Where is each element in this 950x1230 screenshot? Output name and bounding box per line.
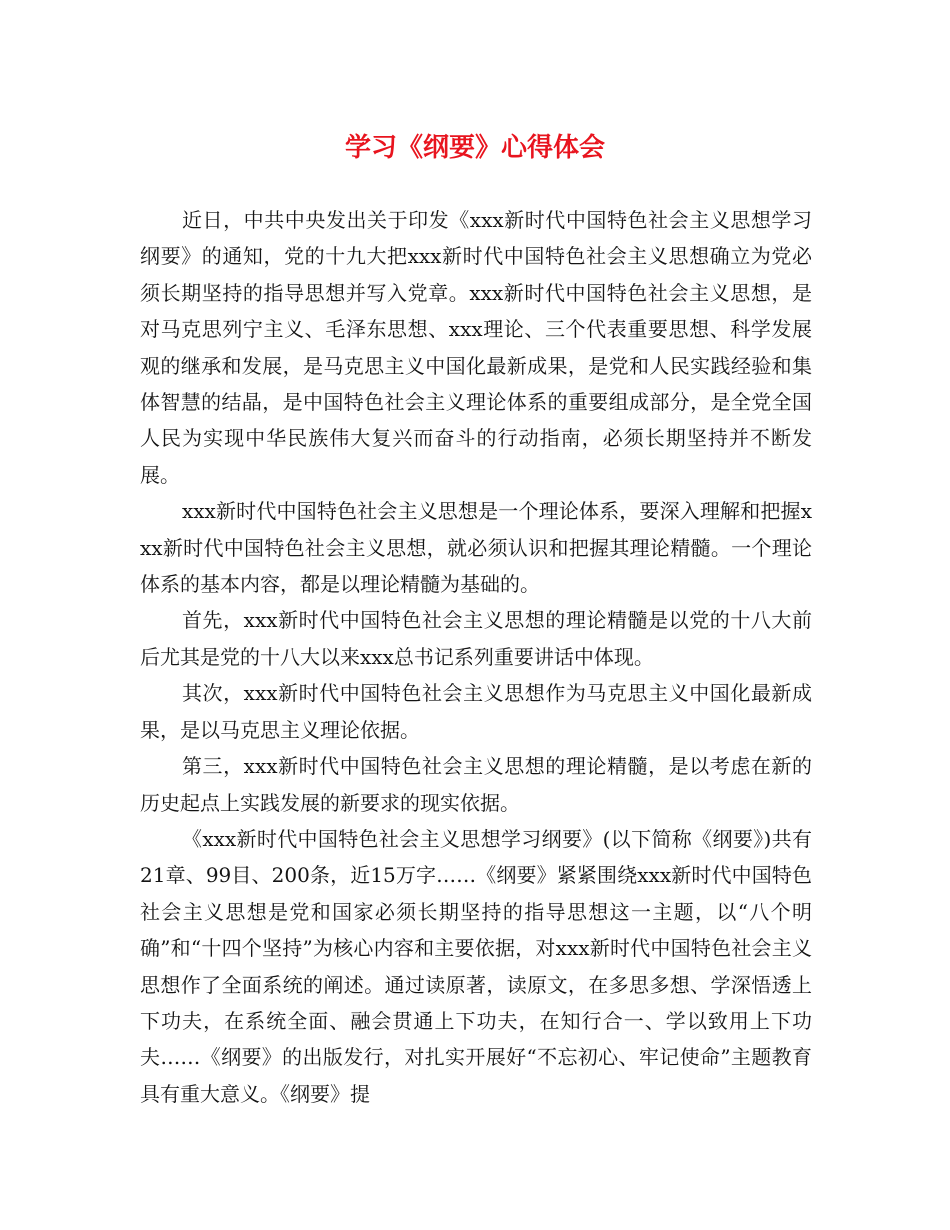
paragraph-1: 近日，中共中央发出关于印发《xxx新时代中国特色社会主义思想学习纲要》的通知，党的十九大把xxx新时代中国特色社会主义思想确立为党必须长期坚持的指导思想并写入党章。xxx新时代中国特色社会主义思想，是对马克思列宁主义、毛泽东思想、xxx理论、三个代表重要思想、科学发展观的继承和发展，是马克思主义中国化最新成果，是党和人民实践经验和集体智慧的结晶，是中国特色社会主义理论体系的重要组成部分，是全党全国人民为实现中华民族伟大复兴而奋斗的行动指南，必须长期坚持并不断发展。 xyxy=(140,208,812,487)
document-body xyxy=(140,202,812,1112)
document-title: 学习《纲要》心得体会 xyxy=(344,133,605,163)
paragraph-6: 《xxx新时代中国特色社会主义思想学习纲要》(以下简称《纲要》)共有21章、99目、200条，近15万字……《纲要》紧紧围绕xxx新时代中国特色社会主义思想是党和国家必须长期坚持的指导思想这一主题，以“八个明确”和“十四个坚持”为核心内容和主要依据，对xxx新时代中国特色社会主义思想作了全面系统的阐述。通过读原著，读原文，在多思多想、学深悟透上下功夫，在系统全面、融会贯通上下功夫，在知行合一、学以致用上下功夫……《纲要》的出版发行，对扎实开展好“不忘初心、牢记使命”主题教育具有重大意义。《纲要》提 xyxy=(140,826,812,1106)
paragraph-4: 其次，xxx新时代中国特色社会主义思想作为马克思主义中国化最新成果，是以马克思主义理论依据。 xyxy=(140,681,812,742)
paragraph-2: xxx新时代中国特色社会主义思想是一个理论体系，要深入理解和把握xxx新时代中国特色社会主义思想，就必须认识和把握其理论精髓。一个理论体系的基本内容，都是以理论精髓为基础的。 xyxy=(140,499,812,597)
paragraph-5: 第三，xxx新时代中国特色社会主义思想的理论精髓，是以考虑在新的历史起点上实践发展的新要求的现实依据。 xyxy=(140,754,812,815)
paragraph-3: 首先，xxx新时代中国特色社会主义思想的理论精髓是以党的十八大前后尤其是党的十八大以来xxx总书记系列重要讲话中体现。 xyxy=(140,608,812,669)
